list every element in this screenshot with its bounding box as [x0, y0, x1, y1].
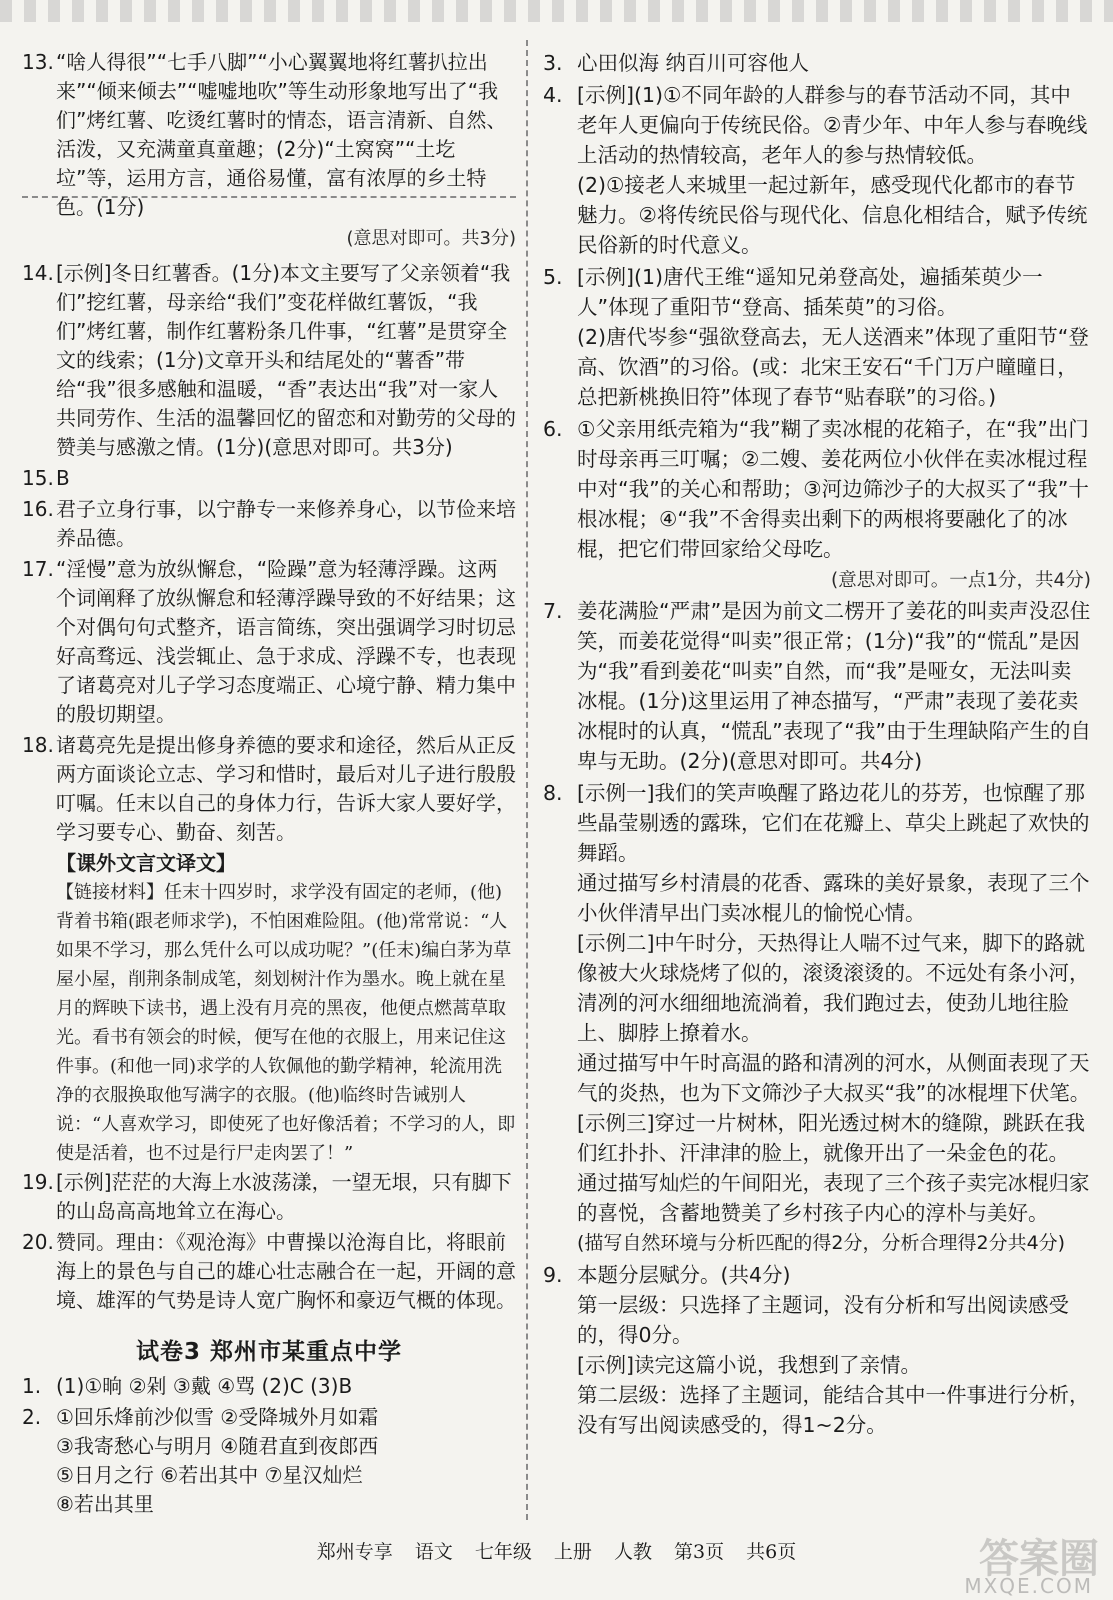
exam3-answer-5: 5. [示例](1)唐代王维“遥知兄弟登高处，遍插茱萸少一人”体现了重阳节“登高、插茱萸”的习俗。 (2)唐代岑参“强欲登高去，无人送酒来”体现了重阳节“登高、饮酒”的习俗。(或：北宋王安石“千门万户曈曈日，总把新桃换旧符”体现了春节“贴春联”的习俗。)	[543, 265, 1089, 409]
example-3: [示例三]穿过一片树林，阳光透过树木的缝隙，跳跃在我们红扑扑、汗津津的脸上，就像开出了一朵金色的花。	[577, 1111, 1085, 1165]
answer-16: 16. 君子立身行事，以宁静专一来修养身心，以节俭来培养品德。	[22, 497, 516, 550]
exam3-answer-3: 3. 心田似海 纳百川可容他人	[543, 51, 810, 75]
poem-line: ⑤日月之行 ⑥若出其中 ⑦星汉灿烂	[56, 1463, 363, 1487]
answer-15: 15. B	[22, 466, 70, 490]
poem-line: ③我寄愁心与明月 ④随君直到夜郎西	[56, 1434, 379, 1458]
exam3-answer-4: 4. [示例](1)①不同年龄的人群参与的春节活动不同，其中老年人更偏向于传统民俗。②青少年、中年人参与春晚线上活动的热情较高，老年人的参与热情较低。 (2)①接老人来城里一起过新年，感受现代化都市的春节魅力。②将传统民俗与现代化、信息化相结合，赋予传统民俗新的时代意义。	[543, 83, 1088, 257]
answer-14: 14. [示例]冬日红薯香。(1分)本文主要写了父亲领着“我们”挖红薯，母亲给“我们”变花样做红薯饭，“我们”烤红薯，制作红薯粉条几件事，“红薯”是贯穿全文的线索；(1分)文章开头和结尾处的“薯香”带给“我”很多感触和温暖，“香”表达出“我”对一家人共同劳作、生活的温馨回忆的留恋和对勤劳的父母的赞美与感激之情。(1分)(意思对即可。共3分)	[22, 261, 516, 459]
translation-heading: 【课外文言文译文】	[56, 851, 236, 875]
watermark-logo: 答案圈	[979, 1536, 1099, 1582]
score-note: (描写自然环境与分析匹配的得2分，分析合理得2分共4分)	[577, 1232, 1066, 1254]
example-2-analysis: 通过描写中午时高温的路和清冽的河水，从侧面表现了天气的炎热，也为下文筛沙子大叔买“我”的冰棍埋下伏笔。	[577, 1051, 1091, 1105]
exam3-answer-7: 7. 姜花满脸“严肃”是因为前文二楞开了姜花的叫卖声没忍住笑，而姜花觉得“叫卖”很正常；(1分)“我”的“慌乱”是因为“我”看到姜花“叫卖”自然，而“我”是哑女，无法叫卖冰棍。(1分)这里运用了神态描写，“严肃”表现了姜花卖冰棍时的认真，“慌乱”表现了“我”由于生理缺陷产生的自卑与无助。(2分)(意思对即可。共4分)	[543, 599, 1091, 773]
score-note: (意思对即可。一点1分，共4分)	[831, 570, 1091, 591]
example-2: [示例二]中午时分，天热得让人喘不过气来，脚下的路就像被大火球烧烤了似的，滚烫滚烫的。不远处有条小河，清冽的河水细细地流淌着，我们跑过去，使劲儿地往脸上、脚脖上撩着水。	[577, 931, 1090, 1045]
poem-line: ⑧若出其里	[56, 1492, 154, 1516]
answer-17: 17. “淫慢”意为放纵懈怠，“险躁”意为轻薄浮躁。这两个词阐释了放纵懈怠和轻薄浮躁导致的不好结果；这个对偶句句式整齐，语言简练，突出强调学习时切忌好高骛远、浅尝辄止、急于求成、浮躁不专，也表现了诸葛亮对儿子学习态度端正、心境宁静、精力集中的殷切期望。	[22, 557, 516, 726]
page-footer: 郑州专享 语文 七年级 上册 人教 第3页 共6页	[316, 1541, 797, 1563]
answer-20: 20. 赞同。理由：《观沧海》中曹操以沧海自比，将眼前海上的景色与自己的雄心壮志融合在一起，开阔的意境、雄浑的气势是诗人宽广胸怀和豪迈气概的体现。	[22, 1230, 516, 1312]
translation-text: 【链接材料】任末十四岁时，求学没有固定的老师，(他)背着书箱(跟老师求学)，不怕困难险阻。(他)常常说：“人如果不学习，那么凭什么可以成功呢？”(任末)编白茅为草屋小屋，削荆条制成笔，刻划树汁作为墨水。晚上就在星月的辉映下读书，遇上没有月亮的黑夜，他便点燃蒿草取光。看书有领会的时候，便写在他的衣服上，用来记住这件事。(和他一同)求学的人钦佩他的勤学精神，轮流用洗净的衣服换取他写满字的衣服。(他)临终时告诫别人说：“人喜欢学习，即使死了也好像活着；不学习的人，即使是活着，也不过是行尸走肉罢了！”	[56, 882, 516, 1164]
example: [示例]读完这篇小说，我想到了亲情。	[577, 1353, 921, 1377]
example-3-analysis: 通过描写灿烂的午间阳光，表现了三个孩子卖完冰棍归家的喜悦，含蓄地赞美了乡村孩子内心的淳朴与美好。	[577, 1171, 1090, 1225]
score-note: (意思对即可。共3分)	[346, 228, 516, 249]
answer-13: 13. “啥人得很”“七手八脚”“小心翼翼地将红薯扒拉出来”“倾来倾去”“嘘嘘地吹”等生动形象地写出了“我们”烤红薯、吃烫红薯时的情态，语言清新、自然、活泼，又充满童真童趣；(2分)“土窝窝”“土圪垃”等，运用方言，通俗易懂，富有浓厚的乡土特色。(1分)	[22, 50, 507, 219]
answer-18: 18. 诸葛亮先是提出修身养德的要求和途径，然后从正反两方面谈论立志、学习和惜时，最后对儿子进行殷殷叮嘱。任末以自己的身体力行，告诉大家人要好学，学习要专心、勤奋、刻苦。	[22, 733, 516, 844]
watermark-url: MXQE.COM	[964, 1574, 1093, 1598]
poem-line: ①回乐烽前沙似雪 ②受降城外月如霜	[56, 1405, 379, 1429]
exam-title: 试卷3 郑州市某重点中学	[135, 1339, 402, 1365]
left-column	[22, 48, 516, 1521]
right-column	[543, 48, 1091, 1442]
level-1: 第一层级：只选择了主题词，没有分析和写出阅读感受的，得0分。	[577, 1293, 1069, 1347]
level-2: 第二层级：选择了主题词，能结合其中一件事进行分析，没有写出阅读感受的，得1~2分。	[577, 1383, 1090, 1437]
top-decoration-bar	[0, 0, 1113, 22]
exam3-answer-9: 9. 本题分层赋分。(共4分) 第一层级：只选择了主题词，没有分析和写出阅读感受的，得0分。 [示例]读完这篇小说，我想到了亲情。 第二层级：选择了主题词，能结合其中一件事进行分析，没有写出阅读感受的，得1~2分。	[543, 1260, 1091, 1440]
answer-19: 19. [示例]茫茫的大海上水波荡漾，一望无垠，只有脚下的山岛高高地耸立在海心。	[22, 1170, 512, 1223]
exam3-answer-6: 6. ①父亲用纸壳箱为“我”糊了卖冰棍的花箱子，在“我”出门时母亲再三叮嘱；②二嫂、姜花两位小伙伴在卖冰棍过程中对“我”的关心和帮助；③河边筛沙子的大叔买了“我”十根冰棍；④“我”不舍得卖出剩下的两根将要融化了的冰棍，把它们带回家给父母吃。	[543, 417, 1089, 561]
example-1: [示例一]我们的笑声唤醒了路边花儿的芬芳，也惊醒了那些晶莹剔透的露珠，它们在花瓣上、草尖上跳起了欢快的舞蹈。	[577, 781, 1090, 865]
column-divider	[526, 40, 528, 1520]
exam3-answer-2: 2. ①回乐烽前沙似雪 ②受降城外月如霜 ③我寄愁心与明月 ④随君直到夜郎西 ⑤日月之行 ⑥若出其中 ⑦星汉灿烂 ⑧若出其里	[22, 1403, 516, 1519]
example-1-analysis: 通过描写乡村清晨的花香、露珠的美好景象，表现了三个小伙伴清早出门卖冰棍儿的愉悦心情。	[577, 871, 1090, 925]
exam3-answer-1: 1. (1)①晌 ②剁 ③戴 ④骂 (2)C (3)B	[22, 1374, 353, 1398]
exam3-answer-8: 8. [示例一]我们的笑声唤醒了路边花儿的芬芳，也惊醒了那些晶莹剔透的露珠，它们在花瓣上、草尖上跳起了欢快的舞蹈。 通过描写乡村清晨的花香、露珠的美好景象，表现了三个小伙伴清早出门卖冰棍儿的愉悦心情。 [示例二]中午时分，天热得让人喘不过气来，脚下的路就像被大火球烧烤了似的，滚烫滚烫的。不远处有条小河，清冽的河水细细地流淌着，我们跑过去，使劲儿地往脸上、脚脖上撩着水。 通过描写中午时高温的路和清冽的河水，从侧面表现了天气的炎热，也为下文筛沙子大叔买“我”的冰棍埋下伏笔。 [示例三]穿过一片树林，阳光透过树木的缝隙，跳跃在我们红扑扑、汗津津的脸上，就像开出了一朵金色的花。 通过描写灿烂的午间阳光，表现了三个孩子卖完冰棍归家的喜悦，含蓄地赞美了乡村孩子内心的淳朴与美好。 (描写自然环境与分析匹配的得2分，分析合理得2分共4分)	[543, 778, 1091, 1258]
